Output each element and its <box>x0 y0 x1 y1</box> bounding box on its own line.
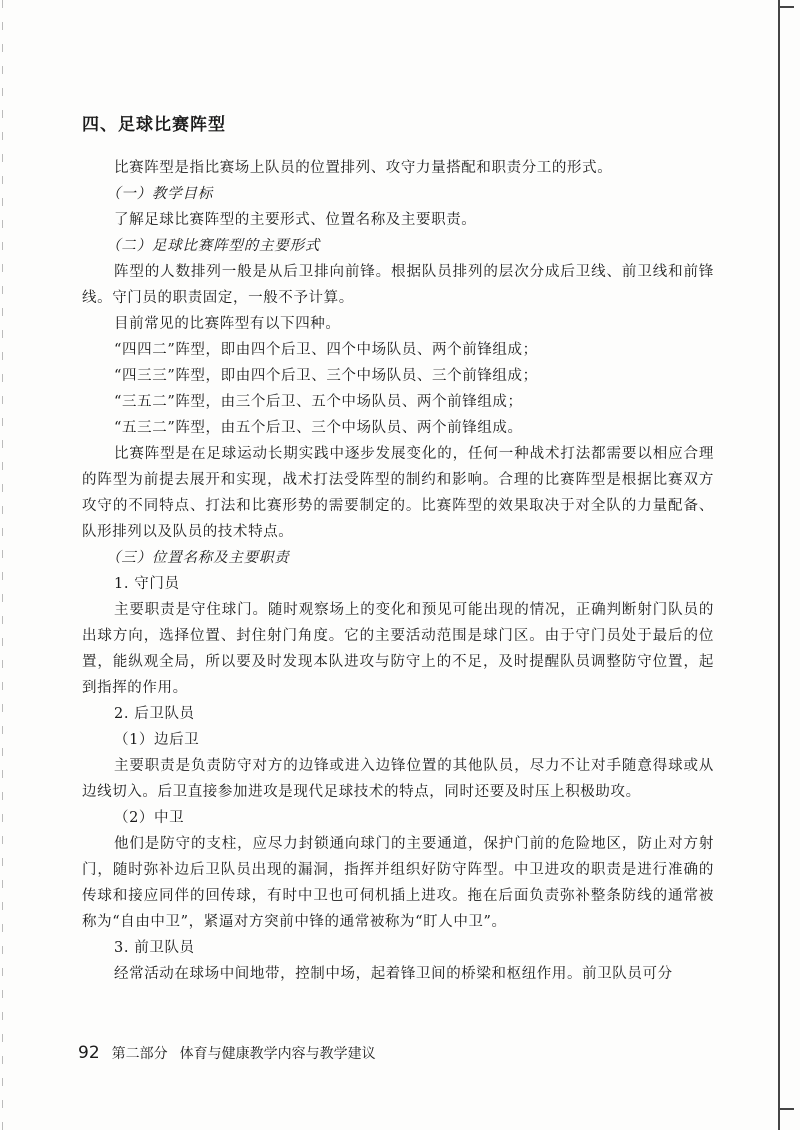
list-heading: 3. 前卫队员 <box>114 940 195 956</box>
page-footer <box>78 1043 376 1063</box>
footer-part: 第二部分 <box>111 1046 168 1062</box>
list-heading: （2）中卫 <box>114 810 185 826</box>
paragraph: 主要职责是守住球门。随时观察场上的变化和预见可能出现的情况，正确判断射门队员的出球方向，选择位置、封住射门角度。它的主要活动范围是球门区。由于守门员处于最后的位置，能纵观全局，所以要及时发现本队进攻与防守上的不足，及时提醒队员调整防守位置，起到指挥的作用。 <box>82 602 714 696</box>
paragraph: “三五二”阵型，由三个后卫、五个中场队员、两个前锋组成； <box>114 394 523 410</box>
paragraph: “五三二”阵型，由五个后卫、三个中场队员、两个前锋组成。 <box>114 420 523 436</box>
scan-edge-mark-bottom <box>778 1108 794 1110</box>
list-heading: 1. 守门员 <box>114 576 180 592</box>
paragraph: “四三三”阵型，即由四个后卫、三个中场队员、三个前锋组成； <box>114 368 538 384</box>
subheading: （三）位置名称及主要职责 <box>106 550 290 566</box>
paragraph: 经常活动在球场中间地带，控制中场，起着锋卫间的桥梁和枢纽作用。前卫队员可分 <box>114 966 673 982</box>
scan-edge-left <box>2 0 3 1130</box>
footer-book-title: 体育与健康教学内容与教学建议 <box>179 1046 376 1062</box>
page-number: 92 <box>78 1043 100 1063</box>
paragraph: 目前常见的比赛阵型有以下四种。 <box>114 316 341 332</box>
paragraph: 比赛阵型是指比赛场上队员的位置排列、攻守力量搭配和职责分工的形式。 <box>114 160 613 176</box>
paragraph: 阵型的人数排列一般是从后卫排向前锋。根据队员排列的层次分成后卫线、前卫线和前锋线。守门员的职责固定，一般不予计算。 <box>82 264 714 306</box>
subheading: （二）足球比赛阵型的主要形式 <box>106 238 321 254</box>
section-title: 四、足球比赛阵型 <box>82 115 226 135</box>
text-body <box>82 155 714 987</box>
paragraph: 他们是防守的支柱，应尽力封锁通向球门的主要通道，保护门前的危险地区，防止对方射门，随时弥补边后卫队员出现的漏洞，指挥并组织好防守阵型。中卫进攻的职责是进行准确的传球和接应同伴的回传球，有时中卫也可伺机插上进攻。拖在后面负责弥补整条防线的通常被称为“自由中卫”，紧逼对方突前中锋的通常被称为“盯人中卫”。 <box>82 836 714 930</box>
main-content <box>82 110 714 987</box>
subheading: （一）教学目标 <box>106 186 214 202</box>
paragraph: 比赛阵型是在足球运动长期实践中逐步发展变化的，任何一种战术打法都需要以相应合理的阵型为前提去展开和实现，战术打法受阵型的制约和影响。合理的比赛阵型是根据比赛双方攻守的不同特点、打法和比赛形势的需要制定的。比赛阵型的效果取决于对全队的力量配备、队形排列以及队员的技术特点。 <box>82 446 714 540</box>
list-heading: （1）边后卫 <box>114 732 200 748</box>
paragraph: 主要职责是负责防守对方的边锋或进入边锋位置的其他队员，尽力不让对手随意得球或从边线切入。后卫直接参加进攻是现代足球技术的特点，同时还要及时压上积极助攻。 <box>82 758 714 800</box>
paragraph: “四四二”阵型，即由四个后卫、四个中场队员、两个前锋组成； <box>114 342 538 358</box>
paragraph: 了解足球比赛阵型的主要形式、位置名称及主要职责。 <box>114 212 477 228</box>
list-heading: 2. 后卫队员 <box>114 706 195 722</box>
scan-edge-right <box>778 0 780 1130</box>
scan-edge-mark-top <box>778 6 794 8</box>
